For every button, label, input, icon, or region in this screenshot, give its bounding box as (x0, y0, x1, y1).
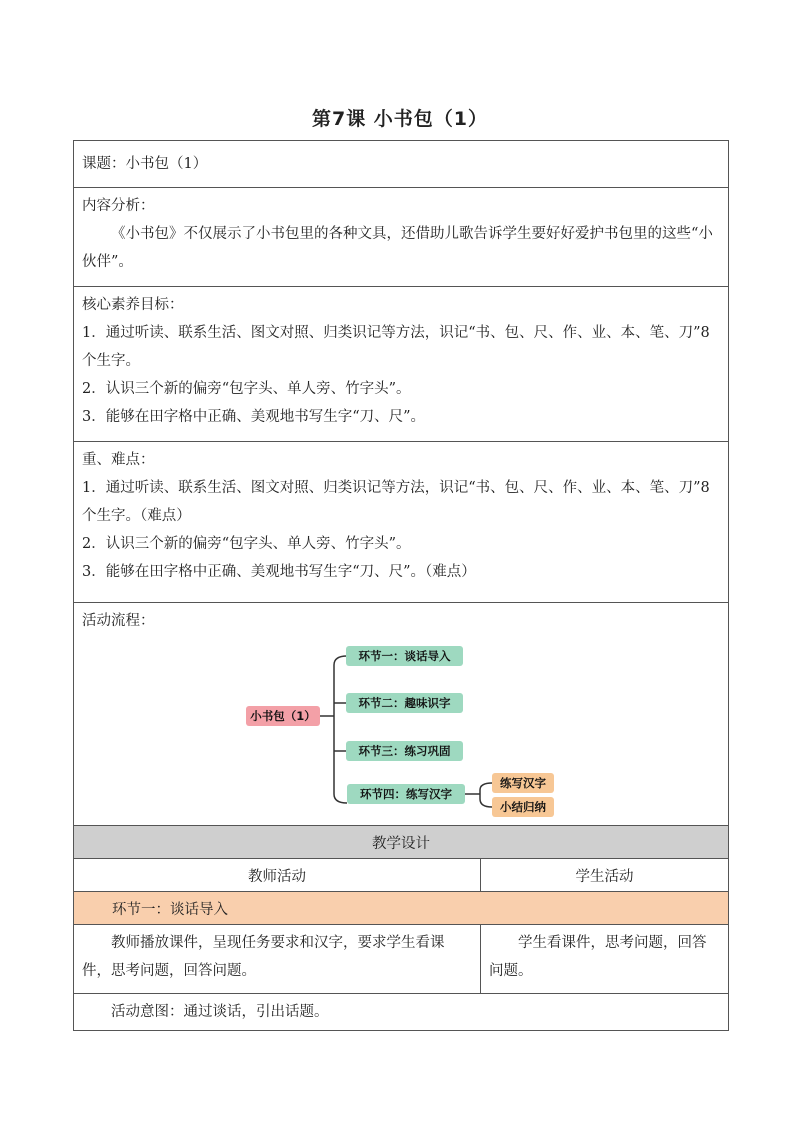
topic-row (74, 141, 729, 188)
mind-map-step-3: 环节三：练习巩固 (346, 741, 463, 761)
mind-map-step-1: 环节一：谈话导入 (346, 646, 463, 666)
analysis-heading: 内容分析： (82, 198, 155, 214)
mind-map-step-2: 环节二：趣味识字 (346, 693, 463, 713)
design-heading-row (74, 826, 729, 859)
keypoints-heading: 重、难点： (82, 452, 155, 468)
section1-row (74, 892, 729, 925)
page-title: 第7课 小书包（1） (311, 108, 489, 130)
intent-row (74, 994, 729, 1031)
design-heading: 教学设计 (74, 826, 729, 859)
section1-heading: 环节一：谈话导入 (74, 892, 729, 925)
analysis-text: 《小书包》不仅展示了小书包里的各种文具，还借助儿歌告诉学生要好好爱护书包里的这些“小伙伴”。 (82, 226, 713, 270)
goal-item-2: 2．认识三个新的偏旁“包字头、单人旁、竹字头”。 (82, 381, 411, 397)
teacher-header: 教师活动 (74, 859, 481, 892)
analysis-row (74, 188, 729, 287)
keypoint-item-2: 2．认识三个新的偏旁“包字头、单人旁、竹字头”。 (82, 536, 411, 552)
mind-map-substep-2: 小结归纳 (492, 797, 554, 817)
topic-text: 课题：小书包（1） (82, 156, 208, 172)
goals-heading: 核心素养目标： (82, 297, 184, 313)
activity-header-row (74, 859, 729, 892)
mind-map-root: 小书包（1） (246, 706, 320, 726)
flow-heading: 活动流程： (82, 613, 155, 629)
keypoints-row (74, 442, 729, 603)
student-header: 学生活动 (481, 859, 729, 892)
lesson-plan-table (73, 140, 729, 1031)
goals-row (74, 287, 729, 442)
mind-map (82, 635, 720, 825)
keypoint-item-3: 3．能够在田字格中正确、美观地书写生字“刀、尺”。（难点） (82, 564, 476, 580)
student-activity-text: 学生看课件，思考问题，回答问题。 (489, 935, 707, 979)
goal-item-3: 3．能够在田字格中正确、美观地书写生字“刀、尺”。 (82, 409, 426, 425)
teacher-activity-text: 教师播放课件，呈现任务要求和汉字，要求学生看课件，思考问题，回答问题。 (82, 935, 445, 979)
flow-row (74, 603, 729, 826)
section1-activities-row (74, 925, 729, 994)
mind-map-substep-1: 练写汉字 (492, 773, 554, 793)
activity-intent: 活动意图：通过谈话，引出话题。 (111, 1004, 329, 1020)
goal-item-1: 1．通过听读、联系生活、图文对照、归类识记等方法，识记“书、包、尺、作、业、本、笔、刀”8个生字。 (82, 325, 710, 369)
keypoint-item-1: 1．通过听读、联系生活、图文对照、归类识记等方法，识记“书、包、尺、作、业、本、笔、刀”8个生字。（难点） (82, 480, 710, 524)
mind-map-step-4: 环节四：练写汉字 (347, 784, 465, 804)
